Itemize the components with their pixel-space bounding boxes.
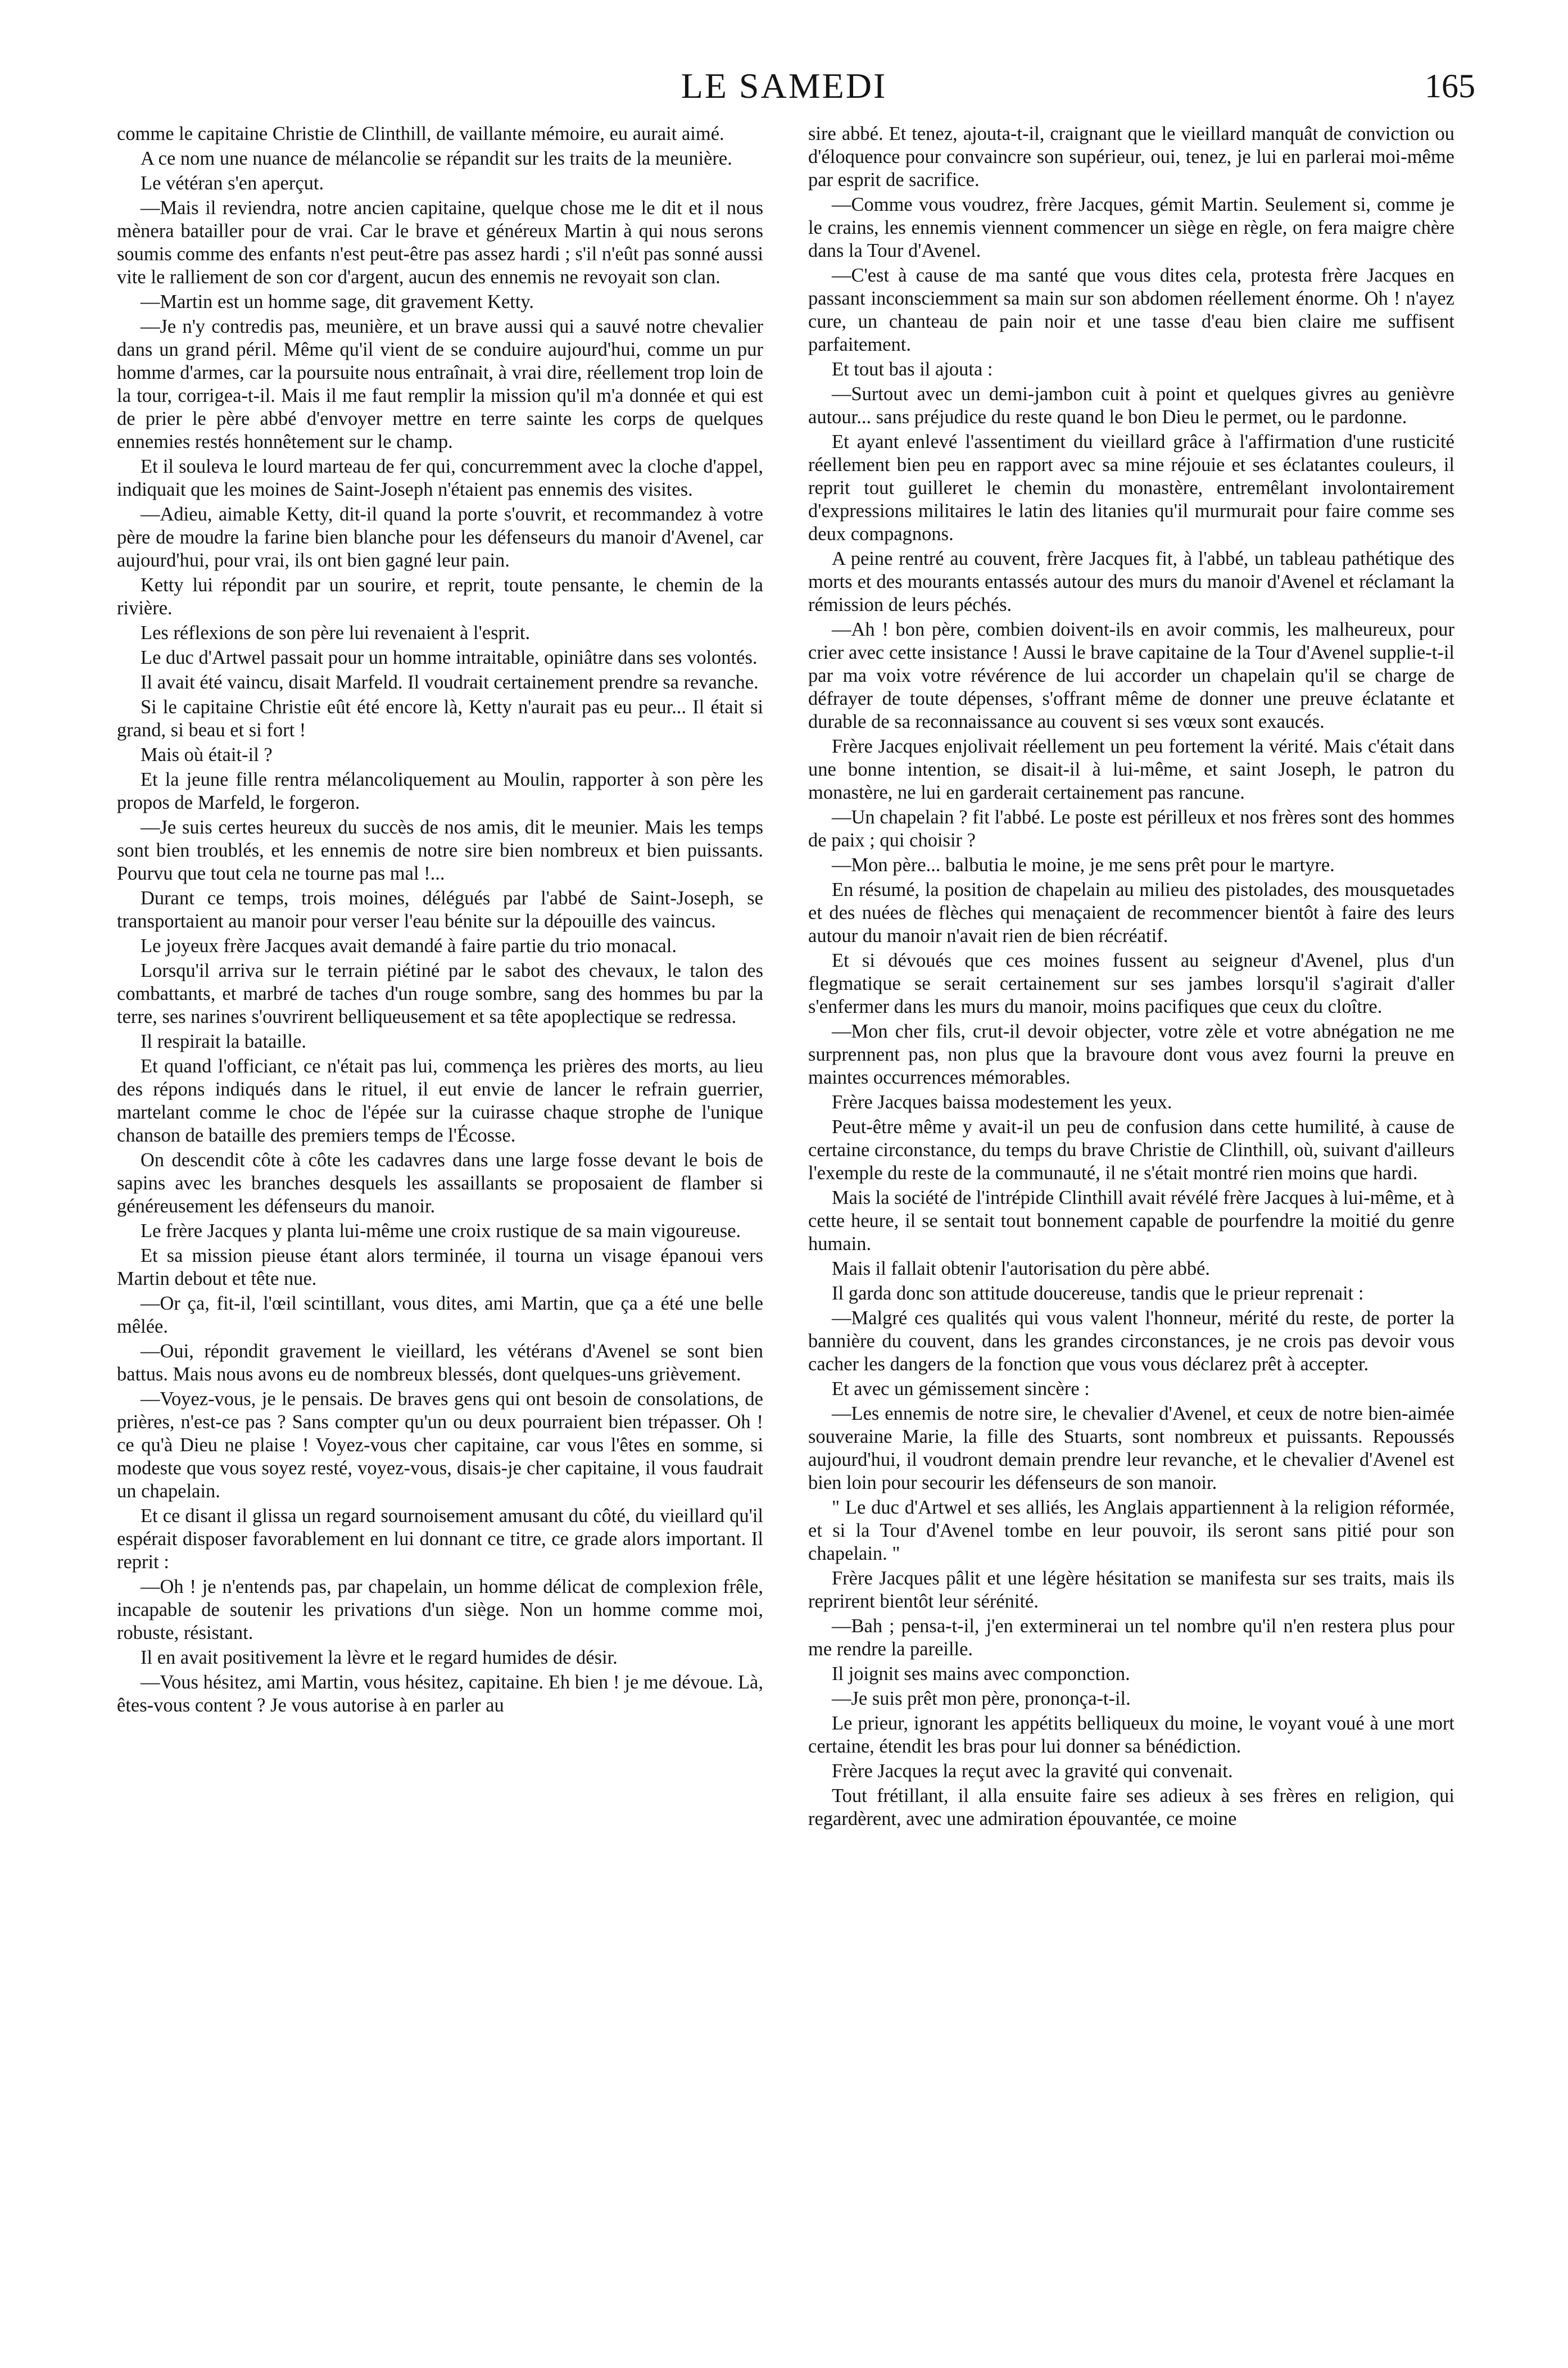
paragraph: Et si dévoués que ces moines fussent au seigneur d'Avenel, plus d'un flegmatique se serait certainement sur ses jambes lorsqu'il s'agirait d'aller s'enfermer dans les murs du manoir, moins pacifiques que ceux du cloître.: [808, 950, 1454, 1017]
paragraph: —Les ennemis de notre sire, le chevalier d'Avenel, et ceux de notre bien-aimée souveraine Marie, la fille des Stuarts, sont nombreux et puissants. Repoussés aujourd'hui, il voudront demain prendre leur revanche, et le chevalier d'Avenel est bien loin pour secourir les défenseurs de son manoir.: [808, 1403, 1454, 1493]
paragraph: Frère Jacques pâlit et une légère hésitation se manifesta sur ses traits, mais ils reprirent bientôt leur sérénité.: [808, 1568, 1454, 1612]
paragraph: Le frère Jacques y planta lui-même une croix rustique de sa main vigoureuse.: [141, 1220, 741, 1242]
paragraph: Il respirait la bataille.: [141, 1031, 307, 1052]
paragraph: Il avait été vaincu, disait Marfeld. Il voudrait certainement prendre sa revanche.: [141, 672, 759, 693]
paragraph: —Comme vous voudrez, frère Jacques, gémit Martin. Seulement si, comme je le crains, les ennemis viennent commencer un siège en règle, on fera maigre chère dans la Tour d'Avenel.: [808, 194, 1454, 261]
paragraph: —Voyez-vous, je le pensais. De braves gens qui ont besoin de consolations, de prières, n'est-ce pas ? Sans compter qu'un ou deux pourraient bien trépasser. Oh ! ce qu'à Dieu ne plaise ! Voyez-vous cher capitaine, car vous l'êtes en somme, si modeste que vous soyez resté, voyez-vous, disais-je cher capitaine, il vous faudrait un chapelain.: [117, 1388, 763, 1502]
paragraph: Il joignit ses mains avec componction.: [832, 1663, 1130, 1685]
paragraph: Et la jeune fille rentra mélancoliquement au Moulin, rapporter à son père les propos de Marfeld, le forgeron.: [117, 769, 763, 813]
paragraph: —Surtout avec un demi-jambon cuit à point et quelques givres au genièvre autour... sans préjudice du reste quand le bon Dieu le permet, ou le pardonne.: [808, 383, 1454, 428]
paragraph: Frère Jacques baissa modestement les yeux.: [832, 1092, 1172, 1113]
paragraph: comme le capitaine Christie de Clinthill, de vaillante mémoire, eu aurait aimé.: [117, 123, 724, 144]
paragraph: —Vous hésitez, ami Martin, vous hésitez, capitaine. Eh bien ! je me dévoue. Là, êtes-vous content ? Je vous autorise à en parler au: [117, 1672, 763, 1716]
paragraph: —Mais il reviendra, notre ancien capitaine, quelque chose me le dit et il nous mènera batailler pour de vrai. Car le brave et généreux Martin à qui nous serons soumis comme des enfants n'est peut-être pas assez hardi ; s'il n'eût pas sonné aussi vite le ralliement de son cor d'argent, aucun des ennemis ne revoyait son clan.: [117, 197, 763, 288]
paragraph: Les réflexions de son père lui revenaient à l'esprit.: [141, 622, 531, 644]
publication-title: LE SAMEDI: [681, 66, 887, 106]
paragraph: En résumé, la position de chapelain au milieu des pistolades, des mousquetades et des nuées de flèches qui menaçaient de recommencer bientôt à faire des leurs autour du manoir n'avait rien de bien récréatif.: [808, 879, 1454, 947]
paragraph: On descendit côte à côte les cadavres dans une large fosse devant le bois de sapins avec les branches desquels les assaillants se proposaient de flamber si généreusement les défenseurs du manoir.: [117, 1149, 763, 1217]
paragraph: Frère Jacques la reçut avec la gravité qui convenait.: [832, 1760, 1233, 1782]
paragraph: Peut-être même y avait-il un peu de confusion dans cette humilité, à cause de certaine circonstance, du temps du brave Christie de Clinthill, où, suivant d'ailleurs l'exemple du reste de la communauté, il ne s'était montré rien moins que hardi.: [808, 1116, 1454, 1184]
paragraph: sire abbé. Et tenez, ajouta-t-il, craignant que le vieillard manquât de conviction ou d'éloquence pour convaincre son supérieur, oui, tenez, je lui en parlerai moi-même par esprit de sacrifice.: [808, 123, 1454, 191]
left-column: [117, 123, 763, 2334]
paragraph: Le prieur, ignorant les appétits belliqueux du moine, le voyant voué à une mort certaine, étendit les bras pour lui donner sa bénédiction.: [808, 1713, 1454, 1757]
paragraph: —Mon cher fils, crut-il devoir objecter, votre zèle et votre abnégation ne me surprennent pas, non plus que la bravoure dont vous avez fourni la preuve en maintes occurrences mémorables.: [808, 1021, 1454, 1088]
paragraph: A ce nom une nuance de mélancolie se répandit sur les traits de la meunière.: [141, 148, 732, 169]
paragraph: Et avec un gémissement sincère :: [832, 1378, 1090, 1400]
paragraph: —Martin est un homme sage, dit gravement Ketty.: [141, 291, 534, 313]
paragraph: —Bah ; pensa-t-il, j'en exterminerai un tel nombre qu'il n'en restera plus pour me rendre la pareille.: [808, 1615, 1454, 1660]
paragraph: Et ce disant il glissa un regard sournoisement amusant du côté, du vieillard qu'il espérait disposer favorablement en lui donnant ce titre, ce grade alors important. Il reprit :: [117, 1505, 763, 1573]
paragraph: —Je n'y contredis pas, meunière, et un brave aussi qui a sauvé notre chevalier dans un grand péril. Même qu'il vient de se conduire aujourd'hui, comme un pur homme d'armes, car la poursuite nous entraînait, à vrai dire, réellement trop loin de la tour, corrigea-t-il. Mais il me faut remplir la mission qu'il m'a donnée et qui est de prier le père abbé d'envoyer mettre en terre sainte les corps de quelques ennemies restés honnêtement sur le champ.: [117, 316, 763, 452]
paragraph: Le joyeux frère Jacques avait demandé à faire partie du trio monacal.: [141, 935, 677, 957]
paragraph: —Ah ! bon père, combien doivent-ils en avoir commis, les malheureux, pour crier avec cette insistance ! Aussi le brave capitaine de la Tour d'Avenel supplie-t-il par ma voix votre révérence de lui accorder un chapelain qu'il se charge de défrayer de toute dépenses, s'offrant même de donner une preuve éclatante et durable de sa reconnaissance au couvent si ses vœux sont exaucés.: [808, 619, 1454, 732]
paragraph: Il en avait positivement la lèvre et le regard humides de désir.: [141, 1647, 618, 1668]
paragraph: —Or ça, fit-il, l'œil scintillant, vous dites, ami Martin, que ça a été une belle mêlée.: [117, 1293, 763, 1337]
paragraph: Ketty lui répondit par un sourire, et reprit, toute pensante, le chemin de la rivière.: [117, 574, 763, 619]
paragraph: Le vétéran s'en aperçut.: [141, 173, 324, 194]
page-number: 165: [1425, 67, 1475, 105]
paragraph: Et ayant enlevé l'assentiment du vieillard grâce à l'affirmation d'une rusticité réellement bien peu en rapport avec sa mine réjouie et ses éclatantes couleurs, il reprit tout guilleret le chemin du monastère, entremêlant involontairement d'expressions militaires le latin des litanies qu'il murmurait pour faire comme ses deux compagnons.: [808, 431, 1454, 545]
paragraph: Mais la société de l'intrépide Clinthill avait révélé frère Jacques à lui-même, et à cette heure, il se sentait tout bonnement capable de pourfendre la moitié du genre humain.: [808, 1187, 1454, 1255]
right-column: [808, 123, 1454, 2334]
paragraph: Durant ce temps, trois moines, délégués par l'abbé de Saint-Joseph, se transportaient au manoir pour verser l'eau bénite sur la dépouille des vaincus.: [117, 888, 763, 932]
paragraph: Mais où était-il ?: [141, 744, 273, 766]
page-header: [0, 0, 1568, 112]
paragraph: —Malgré ces qualités qui vous valent l'honneur, mérité du reste, de porter la bannière du couvent, dans les grandes circonstances, je ne crois pas devoir vous cacher les dangers de la fonction que vous vous déclarez prêt à accepter.: [808, 1307, 1454, 1375]
paragraph: —Oh ! je n'entends pas, par chapelain, un homme délicat de complexion frêle, incapable de soutenir les privations d'un siège. Non un homme comme moi, robuste, résistant.: [117, 1576, 763, 1643]
paragraph: Et quand l'officiant, ce n'était pas lui, commença les prières des morts, au lieu des répons indiqués dans le rituel, il eut envie de lancer le refrain guerrier, martelant comme le choc de l'épée sur la cuirasse chaque strophe de l'unique chanson de bataille des premiers temps de l'Écosse.: [117, 1056, 763, 1146]
paragraph: —Je suis prêt mon père, prononça-t-il.: [832, 1688, 1131, 1709]
paragraph: —C'est à cause de ma santé que vous dites cela, protesta frère Jacques en passant inconsciemment sa main sur son abdomen réellement énorme. Oh ! n'ayez cure, un chanteau de pain noir et une tasse d'eau bien claire me suffisent parfaitement.: [808, 265, 1454, 355]
paragraph: A peine rentré au couvent, frère Jacques fit, à l'abbé, un tableau pathétique des morts et des mourants entassés autour des murs du manoir d'Avenel et réclamant la rémission de leurs péchés.: [808, 548, 1454, 615]
paragraph: Frère Jacques enjolivait réellement un peu fortement la vérité. Mais c'était dans une bonne intention, se disait-il à lui-même, et saint Joseph, le patron du monastère, ne lui en garderait certainement pas rancune.: [808, 736, 1454, 803]
paragraph: Il garda donc son attitude doucereuse, tandis que le prieur reprenait :: [832, 1283, 1364, 1304]
paragraph: —Adieu, aimable Ketty, dit-il quand la porte s'ouvrit, et recommandez à votre père de moudre la farine bien blanche pour les défenseurs du manoir d'Avenel, car aujourd'hui, pour vrai, ils ont bien gagné leur pain.: [117, 504, 763, 571]
paragraph: Le duc d'Artwel passait pour un homme intraitable, opiniâtre dans ses volontés.: [141, 647, 758, 668]
paragraph: —Oui, répondit gravement le vieillard, les vétérans d'Avenel se sont bien battus. Mais nous avons eu de nombreux blessés, dont quelques-uns grièvement.: [117, 1341, 763, 1385]
paragraph: Si le capitaine Christie eût été encore là, Ketty n'aurait pas eu peur... Il était si grand, si beau et si fort !: [117, 696, 763, 741]
paragraph: Et tout bas il ajouta :: [832, 359, 993, 380]
paragraph: —Je suis certes heureux du succès de nos amis, dit le meunier. Mais les temps sont bien troublés, et les ennemis de notre sire bien nombreux et bien puissants. Pourvu que tout cela ne tourne pas mal !...: [117, 817, 763, 884]
paragraph: Tout frétillant, il alla ensuite faire ses adieux à ses frères en religion, qui regardèrent, avec une admiration épouvantée, ce moine: [808, 1785, 1454, 1830]
paragraph: Et sa mission pieuse étant alors terminée, il tourna un visage épanoui vers Martin debout et tête nue.: [117, 1245, 763, 1289]
paragraph: Lorsqu'il arriva sur le terrain piétiné par le sabot des chevaux, le talon des combattants, et marbré de taches d'un rouge sombre, sang des hommes bu par la terre, ses narines s'ouvrirent belliqueusement et sa tête apoplectique se redressa.: [117, 960, 763, 1027]
paragraph: —Mon père... balbutia le moine, je me sens prêt pour le martyre.: [832, 854, 1335, 876]
paragraph: —Un chapelain ? fit l'abbé. Le poste est périlleux et nos frères sont des hommes de paix ; qui choisir ?: [808, 807, 1454, 851]
paragraph: Mais il fallait obtenir l'autorisation du père abbé.: [832, 1258, 1211, 1279]
paragraph: " Le duc d'Artwel et ses alliés, les Anglais appartiennent à la religion réformée, et si la Tour d'Avenel tombe en leur pouvoir, ils seront sans pitié pour son chapelain. ": [808, 1497, 1454, 1564]
paragraph: Et il souleva le lourd marteau de fer qui, concurremment avec la cloche d'appel, indiquait que les moines de Saint-Joseph n'étaient pas ennemis des visites.: [117, 456, 763, 500]
